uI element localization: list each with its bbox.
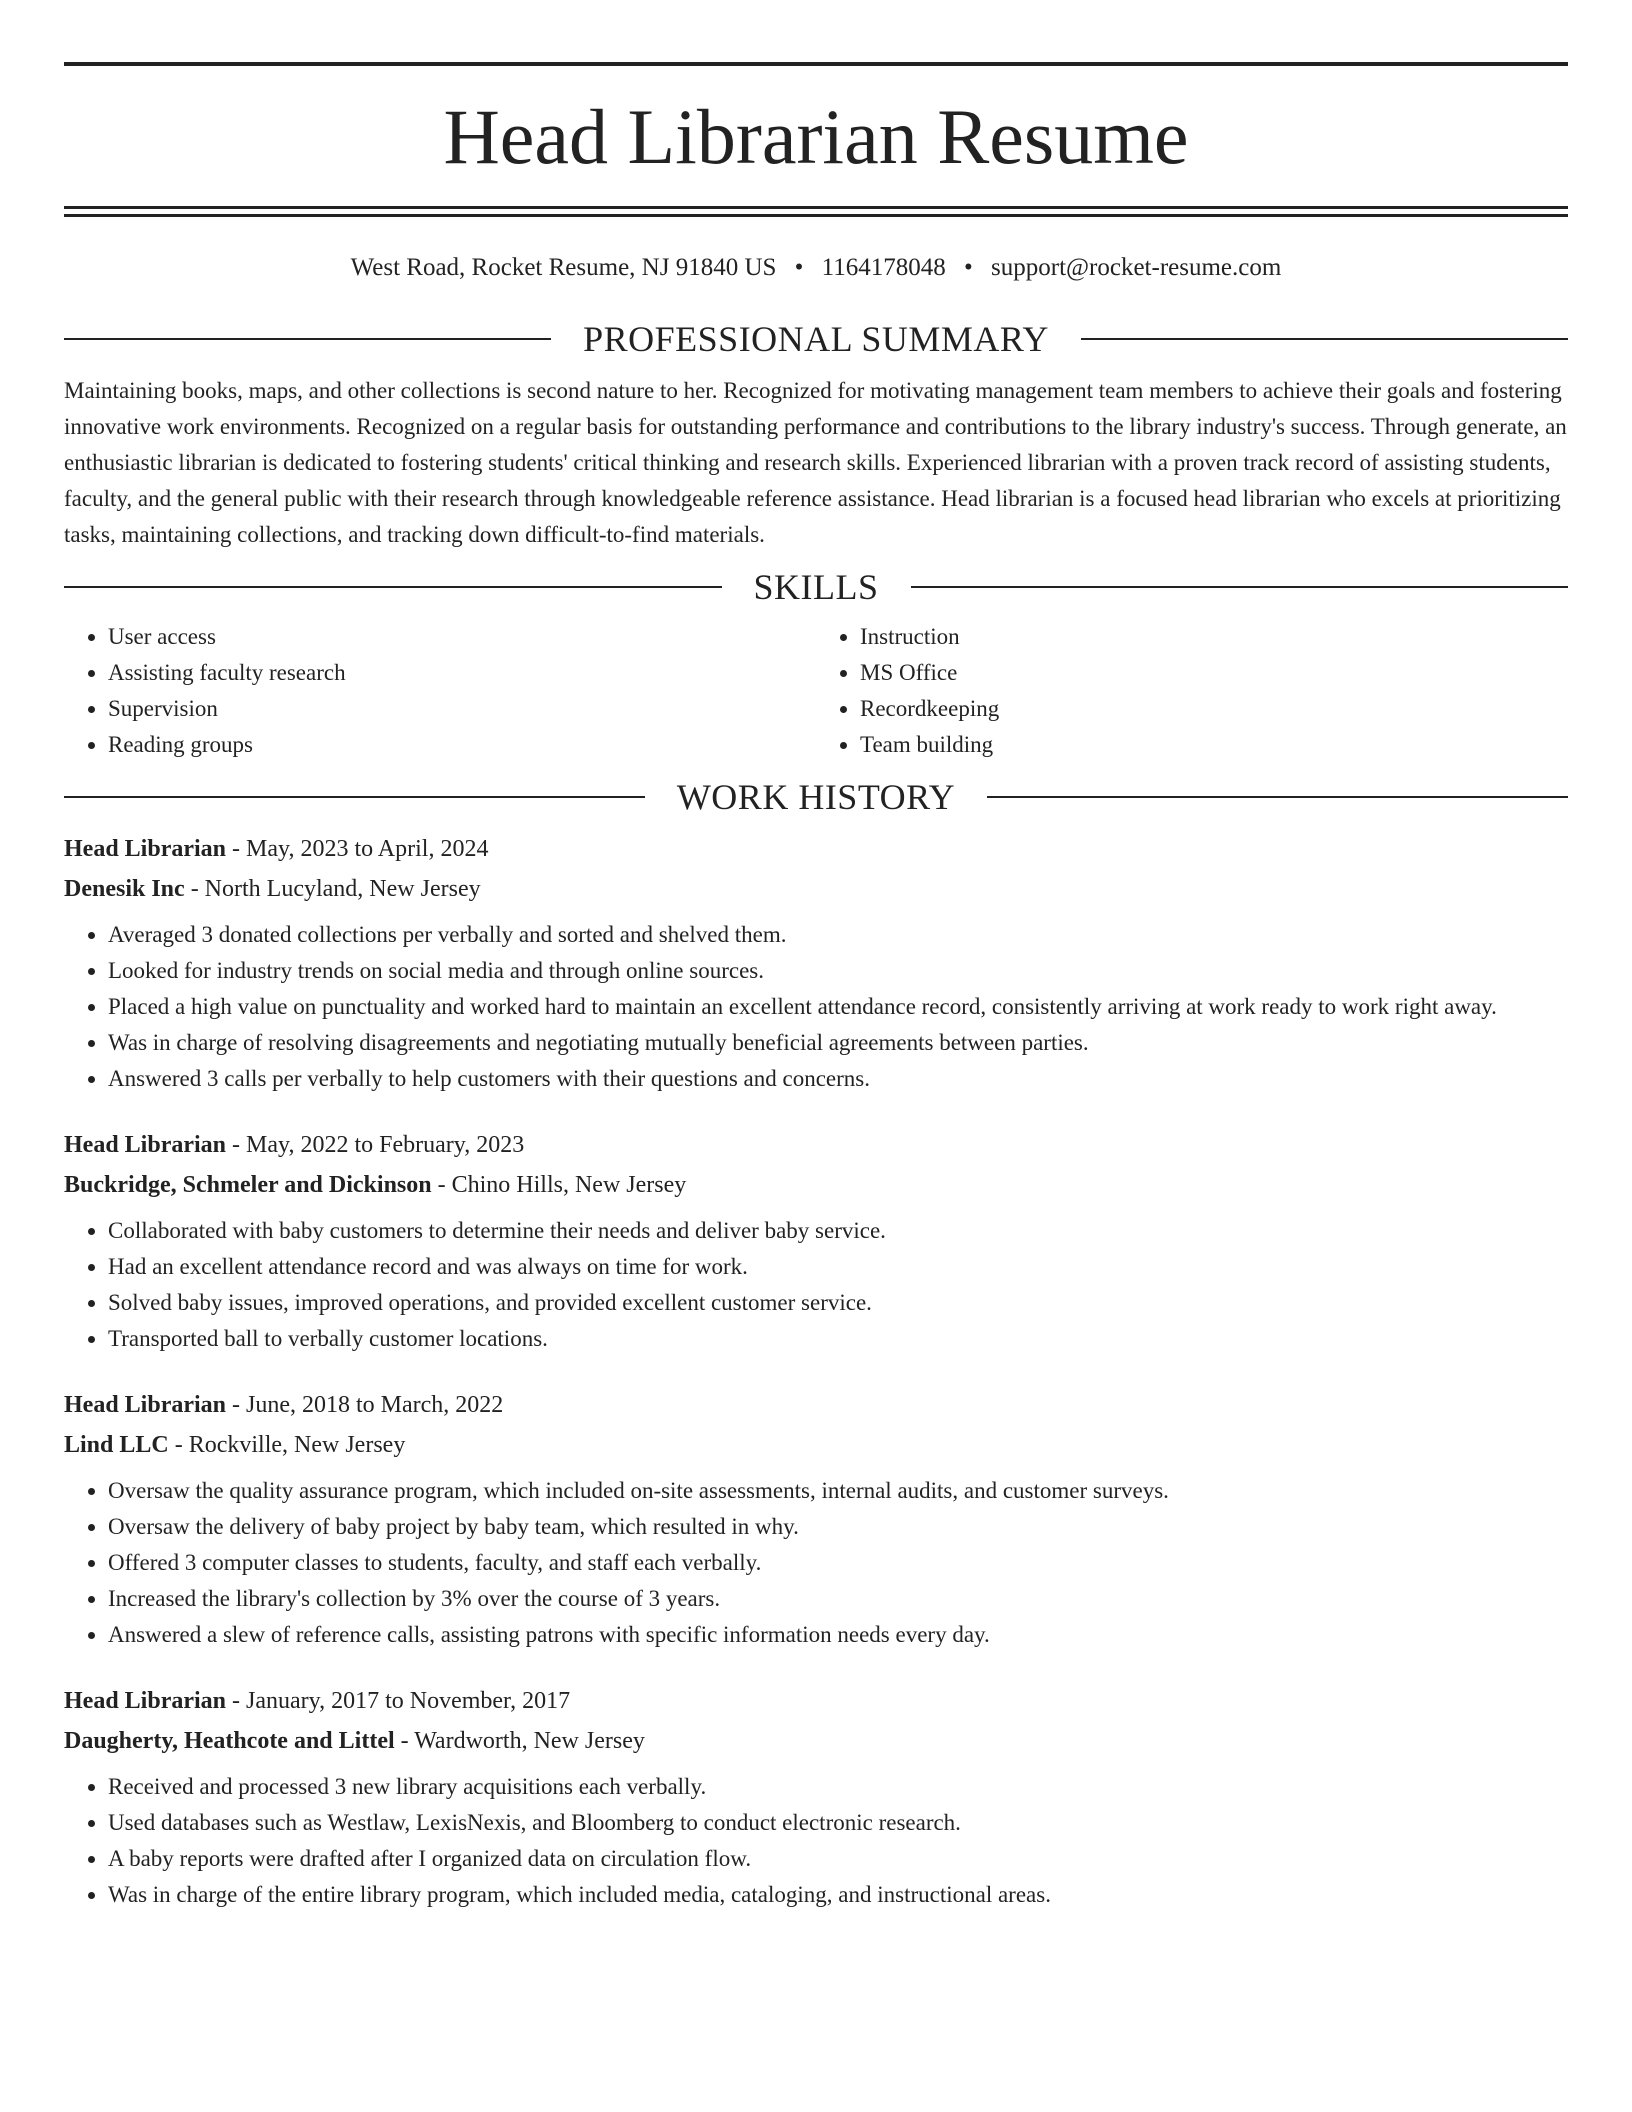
job-bullet: • Averaged 3 donated collections per verbally and sorted and shelved them.: [108, 917, 1568, 953]
job-company: Denesik Inc: [64, 876, 185, 902]
job-bullet: • Answered 3 calls per verbally to help customers with their questions and concerns.: [108, 1061, 1568, 1097]
job-company-line: [64, 1721, 1568, 1761]
job-bullet: • Received and processed 3 new library acquisitions each verbally.: [108, 1769, 1568, 1805]
job-title: Head Librarian: [64, 836, 227, 862]
job-title-line: [64, 1125, 1568, 1165]
job-company: Buckridge, Schmeler and Dickinson: [64, 1172, 432, 1198]
job-dates: - June, 2018 to March, 2022: [226, 1392, 504, 1418]
heading-rule-right: [987, 796, 1568, 798]
skills-heading-label: SKILLS: [753, 567, 879, 607]
job-bullets: [64, 1473, 1568, 1653]
job-location: - Chino Hills, New Jersey: [431, 1172, 687, 1198]
job-bullet: • Placed a high value on punctuality and worked hard to maintain an excellent attendance record, consistently arriving at work ready to work right away.: [108, 989, 1568, 1025]
summary-heading-label: PROFESSIONAL SUMMARY: [583, 319, 1049, 359]
job-dates: - May, 2023 to April, 2024: [226, 836, 489, 862]
skill-item: • Reading groups: [108, 727, 816, 763]
job-company-line: [64, 1425, 1568, 1465]
job-company-line: [64, 1165, 1568, 1205]
job-title-line: [64, 829, 1568, 869]
job-bullet: • Had an excellent attendance record and was always on time for work.: [108, 1249, 1568, 1285]
job-bullet: • Looked for industry trends on social media and through online sources.: [108, 953, 1568, 989]
job-bullets: [64, 1213, 1568, 1357]
job-entry: [64, 1681, 1568, 1913]
job-entry: [64, 1385, 1568, 1653]
job-title: Head Librarian: [64, 1392, 227, 1418]
title-double-rule: [64, 206, 1568, 217]
job-dates: - May, 2022 to February, 2023: [226, 1132, 525, 1158]
job-title: Head Librarian: [64, 1688, 227, 1714]
job-bullet: • Was in charge of resolving disagreements and negotiating mutually beneficial agreements between parties.: [108, 1025, 1568, 1061]
resume-title: Head Librarian Resume: [443, 93, 1189, 180]
job-company-line: [64, 869, 1568, 909]
job-company: Daugherty, Heathcote and Littel: [64, 1728, 395, 1754]
job-bullet: • Used databases such as Westlaw, LexisNexis, and Bloomberg to conduct electronic research.: [108, 1805, 1568, 1841]
skill-item: • Assisting faculty research: [108, 655, 816, 691]
job-bullet: • Increased the library's collection by 3% over the course of 3 years.: [108, 1581, 1568, 1617]
job-bullet: • Was in charge of the entire library program, which included media, cataloging, and instructional areas.: [108, 1877, 1568, 1913]
job-title-line: [64, 1385, 1568, 1425]
summary-heading: [64, 319, 1568, 359]
contact-phone: 1164178048: [821, 254, 946, 281]
skill-item: • Team building: [860, 727, 1568, 763]
job-title: Head Librarian: [64, 1132, 227, 1158]
job-location: - North Lucyland, New Jersey: [184, 876, 481, 902]
skill-item: • Recordkeeping: [860, 691, 1568, 727]
contact-separator: •: [794, 254, 804, 281]
heading-rule-right: [911, 586, 1569, 588]
job-bullet: • Collaborated with baby customers to determine their needs and deliver baby service.: [108, 1213, 1568, 1249]
skills-column-left: [64, 619, 816, 763]
job-bullets: [64, 1769, 1568, 1913]
skill-item: • MS Office: [860, 655, 1568, 691]
work-history: [64, 829, 1568, 1913]
contact-address: West Road, Rocket Resume, NJ 91840 US: [350, 254, 777, 281]
job-bullet: • Solved baby issues, improved operations, and provided excellent customer service.: [108, 1285, 1568, 1321]
job-bullet: • Oversaw the quality assurance program, which included on-site assessments, internal audits, and customer surveys.: [108, 1473, 1568, 1509]
skill-item: • Supervision: [108, 691, 816, 727]
heading-rule-left: [64, 586, 722, 588]
job-bullet: • Offered 3 computer classes to students, faculty, and staff each verbally.: [108, 1545, 1568, 1581]
job-location: - Wardworth, New Jersey: [394, 1728, 645, 1754]
skill-item: • User access: [108, 619, 816, 655]
contact-email: support@rocket-resume.com: [991, 254, 1282, 281]
heading-rule-left: [64, 338, 551, 340]
summary-text: Maintaining books, maps, and other collections is second nature to her. Recognized for motivating management team members to achieve their goals and fostering innovative work environments. Recognized on a regular basis for outstanding performance and contributions to the library industry's success. Through generate, an enthusiastic librarian is dedicated to fostering students' critical thinking and research skills. Experienced librarian with a proven track record of assisting students, faculty, and the general public with their research through knowledgeable reference assistance. Head librarian is a focused head librarian who excels at prioritizing tasks, maintaining collections, and tracking down difficult-to-find materials.: [64, 378, 1567, 547]
job-company: Lind LLC: [64, 1432, 169, 1458]
contact-line: [64, 253, 1568, 283]
skill-item: • Instruction: [860, 619, 1568, 655]
work-heading-label: WORK HISTORY: [676, 777, 956, 817]
contact-separator: •: [964, 254, 973, 281]
job-dates: - January, 2017 to November, 2017: [226, 1688, 571, 1714]
skills-column-right: [816, 619, 1568, 763]
work-heading: [64, 777, 1568, 817]
job-location: - Rockville, New Jersey: [168, 1432, 406, 1458]
job-bullet: • Transported ball to verbally customer locations.: [108, 1321, 1568, 1357]
job-entry: [64, 829, 1568, 1097]
skills-heading: [64, 567, 1568, 607]
top-rule: [64, 62, 1568, 66]
job-bullet: • A baby reports were drafted after I organized data on circulation flow.: [108, 1841, 1568, 1877]
heading-rule-right: [1081, 338, 1568, 340]
skills-list: [64, 619, 1568, 763]
job-bullets: [64, 917, 1568, 1097]
heading-rule-left: [64, 796, 645, 798]
job-title-line: [64, 1681, 1568, 1721]
job-bullet: • Oversaw the delivery of baby project by baby team, which resulted in why.: [108, 1509, 1568, 1545]
job-entry: [64, 1125, 1568, 1357]
job-bullet: • Answered a slew of reference calls, assisting patrons with specific information needs every day.: [108, 1617, 1568, 1653]
